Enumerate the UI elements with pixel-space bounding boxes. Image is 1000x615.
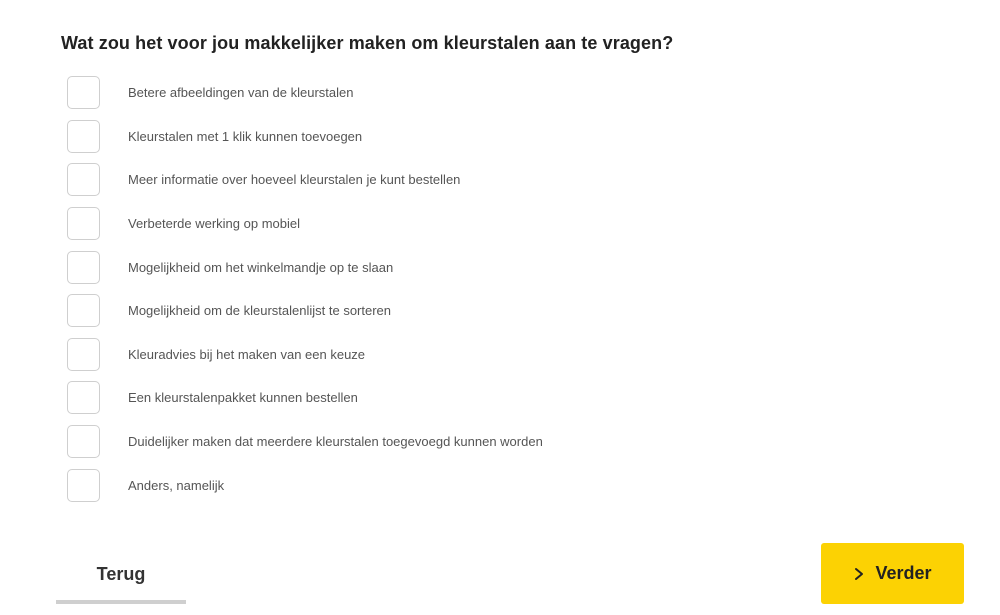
checkbox[interactable]	[67, 76, 100, 109]
option-label: Anders, namelijk	[128, 477, 225, 493]
option-label: Mogelijkheid om de kleurstalenlijst te sorteren	[128, 303, 392, 319]
option-item[interactable]	[67, 420, 543, 464]
option-item[interactable]	[67, 333, 543, 377]
option-item[interactable]	[67, 245, 543, 289]
option-item[interactable]	[67, 463, 543, 507]
checkbox[interactable]	[67, 425, 100, 458]
checkbox[interactable]	[67, 251, 100, 284]
next-button[interactable]	[821, 543, 964, 604]
checkbox[interactable]	[67, 338, 100, 371]
checkbox[interactable]	[67, 469, 100, 502]
option-label: Mogelijkheid om het winkelmandje op te slaan	[128, 259, 394, 275]
checkbox[interactable]	[67, 207, 100, 240]
option-item[interactable]	[67, 376, 543, 420]
chevron-right-icon	[853, 567, 865, 581]
options-list	[67, 71, 543, 507]
checkbox[interactable]	[67, 163, 100, 196]
option-item[interactable]	[67, 158, 543, 202]
option-label: Verbeterde werking op mobiel	[128, 216, 300, 232]
option-label: Een kleurstalenpakket kunnen bestellen	[128, 390, 358, 406]
option-label: Kleurstalen met 1 klik kunnen toevoegen	[128, 128, 363, 144]
back-button[interactable]: Terug	[56, 548, 186, 604]
question-title: Wat zou het voor jou makkelijker maken om kleurstalen aan te vragen?	[61, 33, 674, 53]
checkbox[interactable]	[67, 120, 100, 153]
checkbox[interactable]	[67, 294, 100, 327]
option-item[interactable]	[67, 71, 543, 115]
option-item[interactable]	[67, 202, 543, 246]
option-item[interactable]	[67, 289, 543, 333]
next-button-label: Verder	[875, 563, 932, 583]
checkbox[interactable]	[67, 381, 100, 414]
option-label: Betere afbeeldingen van de kleurstalen	[128, 85, 354, 101]
option-label: Meer informatie over hoeveel kleurstalen je kunt bestellen	[128, 172, 461, 188]
option-label: Duidelijker maken dat meerdere kleurstalen toegevoegd kunnen worden	[128, 434, 543, 450]
option-label: Kleuradvies bij het maken van een keuze	[128, 346, 366, 362]
option-item[interactable]	[67, 115, 543, 159]
